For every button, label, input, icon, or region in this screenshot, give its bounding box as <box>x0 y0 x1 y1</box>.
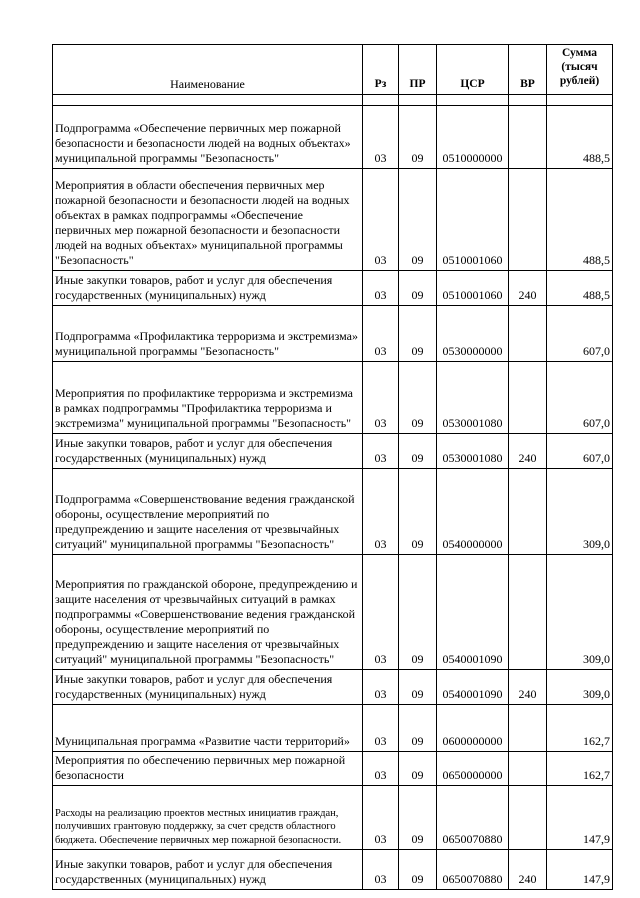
row-name: Мероприятия по обеспечению первичных мер пожарной безопасности <box>53 752 363 786</box>
table-row <box>53 362 613 434</box>
row-name: Иные закупки товаров, работ и услуг для обеспечения государственных (муниципальных) нужд <box>53 850 363 890</box>
table-row <box>53 850 613 890</box>
table-row <box>53 705 613 752</box>
row-sum: 488,5 <box>547 106 613 169</box>
row-sum: 607,0 <box>547 306 613 362</box>
row-vr <box>509 786 547 850</box>
row-vr: 240 <box>509 271 547 306</box>
row-name: Муниципальная программа «Развитие части территорий» <box>53 705 363 752</box>
header-spacer-row <box>53 95 613 106</box>
row-name: Подпрограмма «Профилактика терроризма и экстремизма» муниципальной программы "Безопасность" <box>53 306 363 362</box>
row-rz: 03 <box>363 306 399 362</box>
row-sum: 607,0 <box>547 362 613 434</box>
table-row <box>53 670 613 705</box>
row-csr: 0540000000 <box>437 469 509 555</box>
row-name: Мероприятия по профилактике терроризма и экстремизма в рамках подпрограммы "Профилактика терроризма и экстремизма" муниципальной программы "Безопасность" <box>53 362 363 434</box>
header-pr: ПР <box>399 45 437 95</box>
row-vr: 240 <box>509 670 547 705</box>
row-sum: 309,0 <box>547 469 613 555</box>
row-name: Подпрограмма «Обеспечение первичных мер пожарной безопасности и безопасности людей на водных объектах» муниципальной программы "Безопасность" <box>53 106 363 169</box>
row-csr: 0540001090 <box>437 670 509 705</box>
row-vr <box>509 106 547 169</box>
row-pr: 09 <box>399 786 437 850</box>
row-pr: 09 <box>399 670 437 705</box>
header-rz: Рз <box>363 45 399 95</box>
row-vr <box>509 169 547 271</box>
row-pr: 09 <box>399 850 437 890</box>
row-name: Иные закупки товаров, работ и услуг для обеспечения государственных (муниципальных) нужд <box>53 434 363 469</box>
table-row <box>53 271 613 306</box>
row-rz: 03 <box>363 271 399 306</box>
row-vr: 240 <box>509 434 547 469</box>
row-vr <box>509 752 547 786</box>
budget-document <box>52 44 612 890</box>
row-rz: 03 <box>363 169 399 271</box>
row-rz: 03 <box>363 469 399 555</box>
row-name: Мероприятия в области обеспечения первичных мер пожарной безопасности и безопасности людей на водных объектах в рамках подпрограммы «Обеспечение первичных мер пожарной безопасности и безопасности людей на водных объектах» муниципальной программы "Безопасность" <box>53 169 363 271</box>
table-row <box>53 469 613 555</box>
header-vr: ВР <box>509 45 547 95</box>
row-pr: 09 <box>399 434 437 469</box>
row-csr: 0650070880 <box>437 850 509 890</box>
row-csr: 0540001090 <box>437 555 509 670</box>
row-sum: 147,9 <box>547 850 613 890</box>
row-sum: 162,7 <box>547 752 613 786</box>
budget-table <box>52 44 613 890</box>
row-pr: 09 <box>399 752 437 786</box>
row-pr: 09 <box>399 469 437 555</box>
row-pr: 09 <box>399 555 437 670</box>
row-name: Иные закупки товаров, работ и услуг для обеспечения государственных (муниципальных) нужд <box>53 271 363 306</box>
row-pr: 09 <box>399 106 437 169</box>
row-vr <box>509 705 547 752</box>
row-vr <box>509 362 547 434</box>
table-row <box>53 306 613 362</box>
row-vr <box>509 555 547 670</box>
table-row <box>53 434 613 469</box>
row-rz: 03 <box>363 362 399 434</box>
row-sum: 488,5 <box>547 271 613 306</box>
row-csr: 0530001080 <box>437 362 509 434</box>
table-row <box>53 106 613 169</box>
row-csr: 0510000000 <box>437 106 509 169</box>
table-row <box>53 169 613 271</box>
row-rz: 03 <box>363 106 399 169</box>
row-rz: 03 <box>363 434 399 469</box>
table-row <box>53 752 613 786</box>
row-name: Расходы на реализацию проектов местных инициатив граждан, получивших грантовую поддержку, за счет средств областного бюджета. Обеспечение первичных мер пожарной безопасности. <box>53 786 363 850</box>
table-body <box>53 106 613 890</box>
row-csr: 0530000000 <box>437 306 509 362</box>
row-pr: 09 <box>399 169 437 271</box>
row-pr: 09 <box>399 362 437 434</box>
row-csr: 0600000000 <box>437 705 509 752</box>
row-name: Подпрограмма «Совершенствование ведения гражданской обороны, осуществление мероприятий по предупреждению и защите населения от чрезвычайных ситуаций" муниципальной программы "Безопасность" <box>53 469 363 555</box>
row-sum: 147,9 <box>547 786 613 850</box>
table-row <box>53 555 613 670</box>
header-sum: Сумма (тысяч рублей) <box>547 45 613 95</box>
row-rz: 03 <box>363 705 399 752</box>
row-rz: 03 <box>363 670 399 705</box>
table-row <box>53 786 613 850</box>
row-name: Мероприятия по гражданской обороне, предупреждению и защите населения от чрезвычайных ситуаций в рамках подпрограммы «Совершенствование ведения гражданской обороны, осуществление мероприятий по предупреждению и защите населения от чрезвычайных ситуаций" муниципальной программы "Безопасность" <box>53 555 363 670</box>
row-vr <box>509 306 547 362</box>
row-sum: 488,5 <box>547 169 613 271</box>
row-vr <box>509 469 547 555</box>
table-header-row <box>53 45 613 95</box>
row-vr: 240 <box>509 850 547 890</box>
row-pr: 09 <box>399 306 437 362</box>
header-name: Наименование <box>53 45 363 95</box>
row-sum: 309,0 <box>547 670 613 705</box>
row-pr: 09 <box>399 271 437 306</box>
row-csr: 0650070880 <box>437 786 509 850</box>
header-csr: ЦСР <box>437 45 509 95</box>
row-rz: 03 <box>363 850 399 890</box>
row-sum: 162,7 <box>547 705 613 752</box>
row-sum: 607,0 <box>547 434 613 469</box>
row-rz: 03 <box>363 786 399 850</box>
row-csr: 0650000000 <box>437 752 509 786</box>
row-rz: 03 <box>363 752 399 786</box>
row-csr: 0530001080 <box>437 434 509 469</box>
row-csr: 0510001060 <box>437 169 509 271</box>
row-csr: 0510001060 <box>437 271 509 306</box>
row-rz: 03 <box>363 555 399 670</box>
row-sum: 309,0 <box>547 555 613 670</box>
row-pr: 09 <box>399 705 437 752</box>
row-name: Иные закупки товаров, работ и услуг для обеспечения государственных (муниципальных) нужд <box>53 670 363 705</box>
